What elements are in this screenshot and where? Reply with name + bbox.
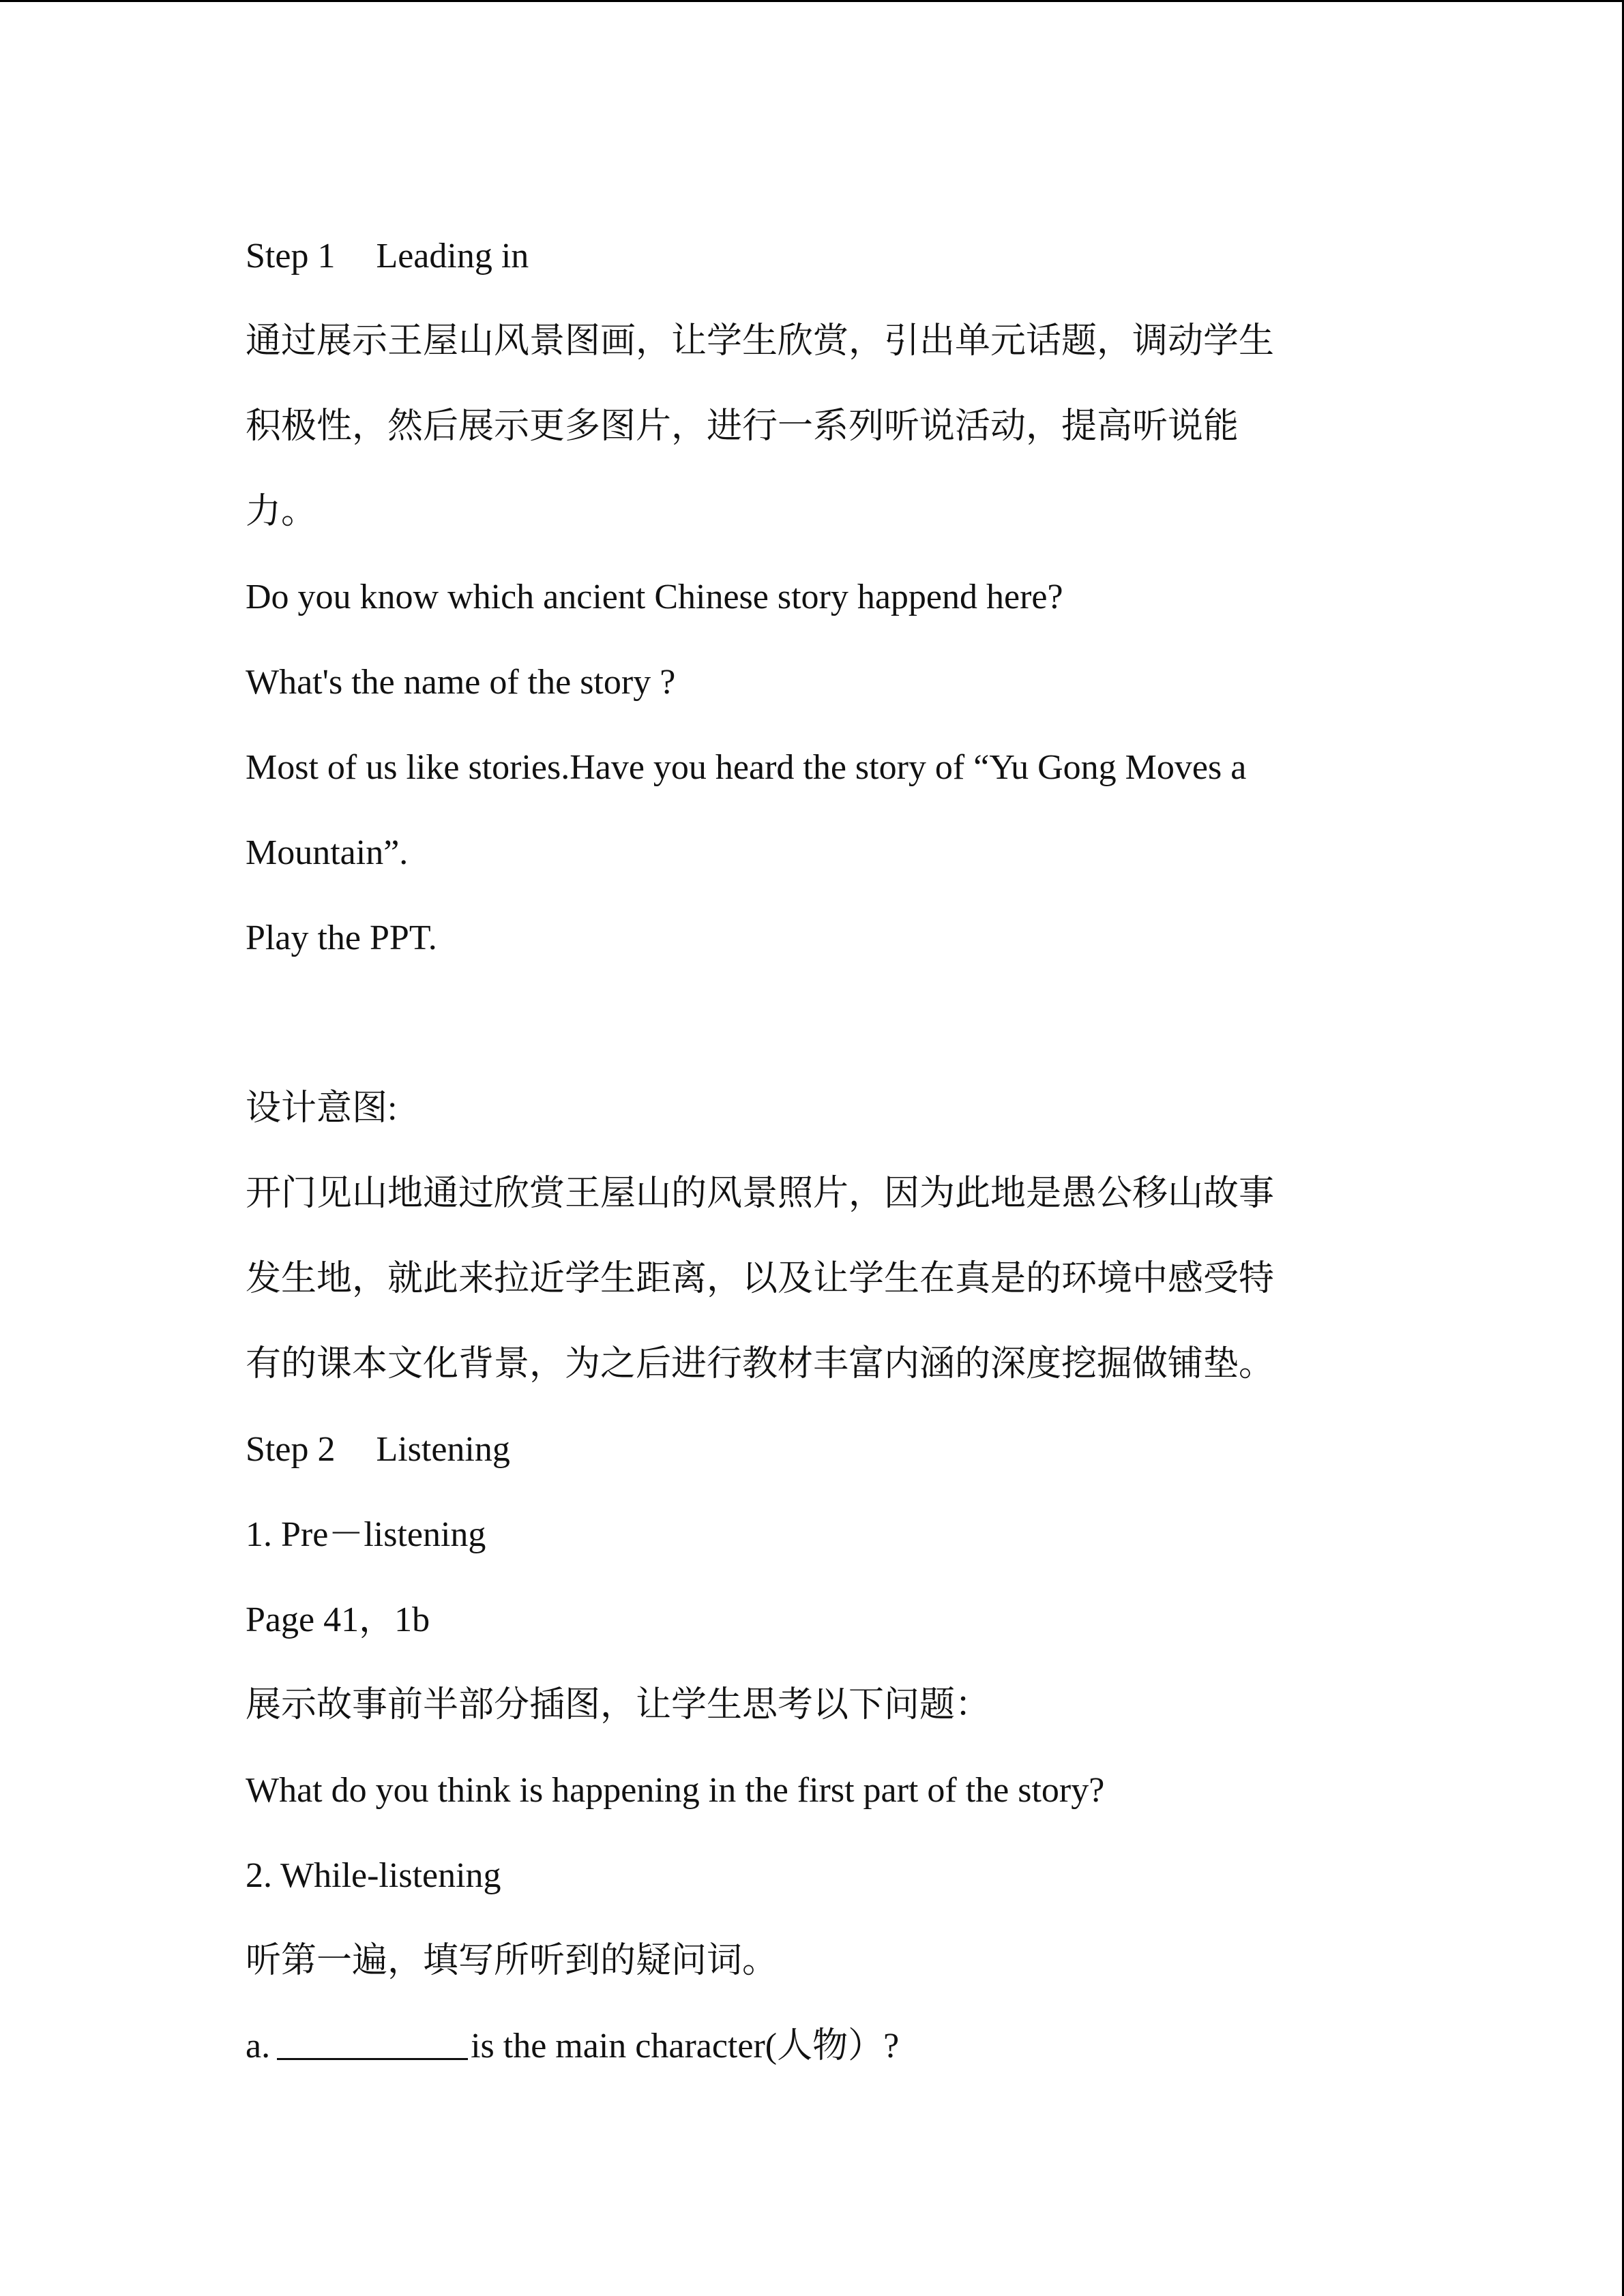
fill-in-blank: [277, 2023, 468, 2060]
question-line-4: Mountain”.: [246, 833, 409, 872]
while-listening-instruction: 听第一遍，填写所听到的疑问词。: [246, 1941, 778, 1980]
intro-line-2: 积极性，然后展示更多图片，进行一系列听说活动，提高听说能: [246, 407, 1239, 446]
document-body: [246, 213, 1487, 2089]
intro-line-1: 通过展示王屋山风景图画，让学生欣赏，引出单元话题，调动学生: [246, 322, 1275, 361]
paragraph-gap: [246, 981, 1487, 1066]
page-reference: Page 41，1b: [246, 1600, 430, 1639]
question-line-3: Most of us like stories.Have you heard the story of “Yu Gong Moves a: [246, 748, 1247, 787]
pre-listening-question: What do you think is happening in the first part of the story?: [246, 1771, 1105, 1810]
step2-label: Step 2: [246, 1430, 336, 1469]
question-line-5: Play the PPT.: [246, 919, 437, 957]
item-a-prefix: a.: [246, 2027, 271, 2066]
design-intent-label: 设计意图:: [246, 1089, 398, 1128]
step2-heading: [246, 1407, 1487, 1492]
design-line-2: 发生地，就此来拉近学生距离，以及让学生在真是的环境中感受特: [246, 1259, 1275, 1298]
question-line-1: Do you know which ancient Chinese story happend here?: [246, 578, 1063, 616]
step2-title: Listening: [376, 1430, 510, 1469]
step1-label: Step 1: [246, 237, 336, 275]
step1-title: Leading in: [376, 237, 529, 275]
intro-line-3: 力。: [246, 492, 317, 531]
item-a-text: is the main character(人物）?: [471, 2027, 900, 2066]
step1-heading: [246, 213, 1487, 299]
design-line-3: 有的课本文化背景，为之后进行教材丰富内涵的深度挖掘做铺垫。: [246, 1345, 1275, 1384]
while-listening-heading: 2. While-listening: [246, 1856, 501, 1895]
pre-listening-instruction: 展示故事前半部分插图，让学生思考以下问题：: [246, 1686, 991, 1725]
pre-listening-heading: 1. Pre－listening: [246, 1515, 486, 1554]
fill-in-item-a: [246, 2003, 1487, 2089]
question-line-2: What's the name of the story ?: [246, 663, 676, 702]
design-line-1: 开门见山地通过欣赏王屋山的风景照片，因为此地是愚公移山故事: [246, 1174, 1275, 1213]
